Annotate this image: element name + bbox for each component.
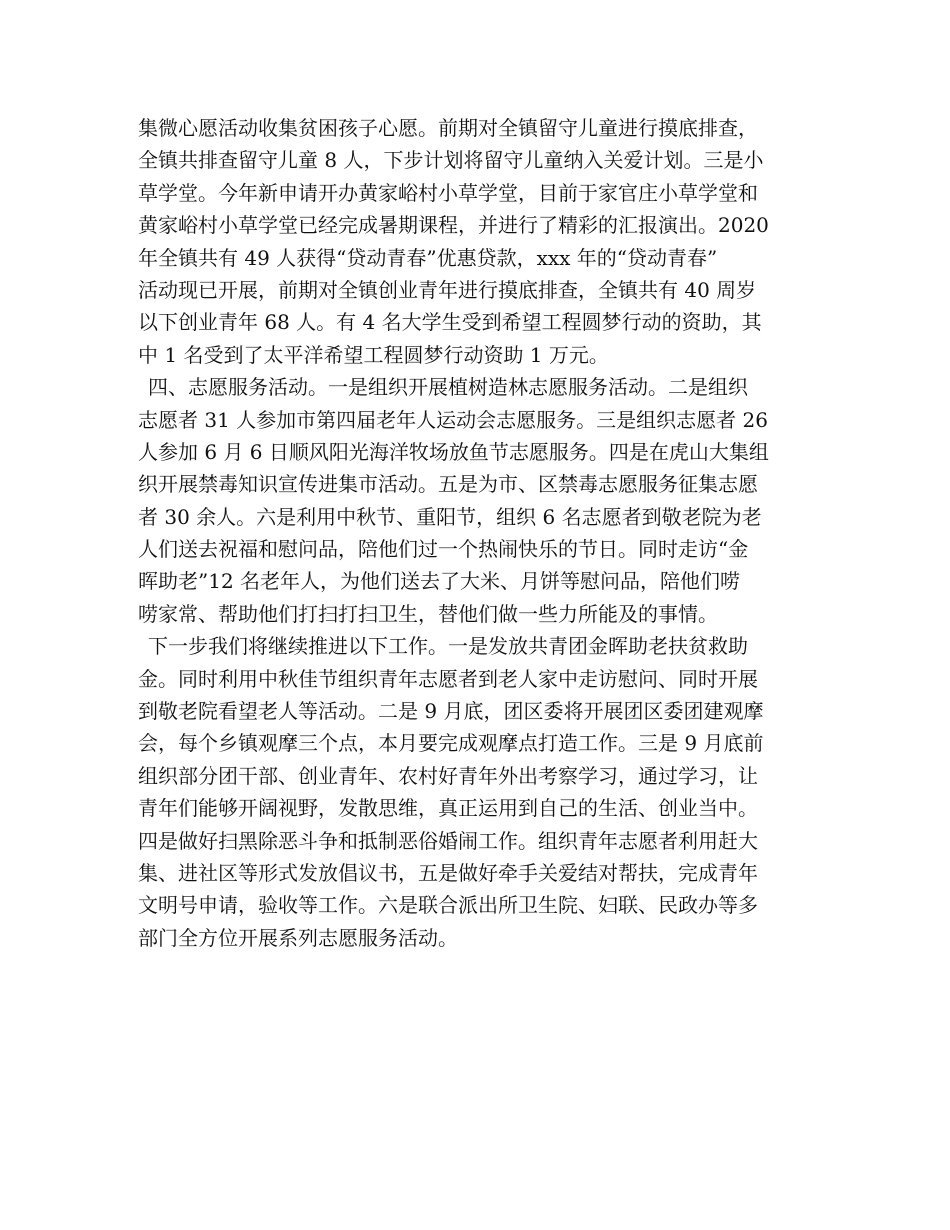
text-line-content: 下一步我们将继续推进以下工作。一是发放共青团金晖助老扶贫救助 xyxy=(148,634,748,659)
text-line: 唠家常、帮助他们打扫打扫卫生，替他们做一些力所能及的事情。 xyxy=(138,601,718,626)
text-line: 四是做好扫黑除恶斗争和抵制恶俗婚闹工作。组织青年志愿者利用赶大 xyxy=(138,828,758,853)
paragraph-next-steps xyxy=(138,630,818,954)
text-line-indented xyxy=(138,630,818,662)
text-line-content: 四、志愿服务活动。一是组织开展植树造林志愿服务活动。二是组织 xyxy=(148,375,748,400)
text-line: 黄家峪村小草学堂已经完成暑期课程，并进行了精彩的汇报演出。2020 xyxy=(138,213,769,238)
paragraph-volunteer-service xyxy=(138,371,818,630)
text-line: 以下创业青年 68 人。有 4 名大学生受到希望工程圆梦行动的资助，其 xyxy=(138,310,762,335)
text-line: 活动现已开展，前期对全镇创业青年进行摸底排查，全镇共有 40 周岁 xyxy=(138,277,757,302)
text-line: 集、进社区等形式发放倡议书，五是做好牵手关爱结对帮扶，完成青年 xyxy=(138,860,758,885)
text-line: 文明号申请，验收等工作。六是联合派出所卫生院、妇联、民政办等多 xyxy=(138,893,758,918)
text-line: 人们送去祝福和慰问品，陪他们过一个热闹快乐的节日。同时走访“金 xyxy=(138,537,749,562)
text-line: 者 30 余人。六是利用中秋节、重阳节，组织 6 名志愿者到敬老院为老 xyxy=(138,504,762,529)
paragraph-student-aid xyxy=(138,112,818,371)
text-line: 晖助老”12 名老年人，为他们送去了大米、月饼等慰问品，陪他们唠 xyxy=(138,569,741,594)
text-line: 青年们能够开阔视野，发散思维，真正运用到自己的生活、创业当中。 xyxy=(138,796,758,821)
text-line: 全镇共排查留守儿童 8 人，下步计划将留守儿童纳入关爱计划。三是小 xyxy=(138,148,764,173)
text-line: 中 1 名受到了太平洋希望工程圆梦行动资助 1 万元。 xyxy=(138,342,609,367)
text-line: 部门全方位开展系列志愿服务活动。 xyxy=(138,925,458,950)
text-line: 志愿者 31 人参加市第四届老年人运动会志愿服务。三是组织志愿者 26 xyxy=(138,407,768,432)
text-line: 年全镇共有 49 人获得“贷动青春”优惠贷款，xxx 年的“贷动青春” xyxy=(138,245,718,270)
text-line: 会，每个乡镇观摩三个点，本月要完成观摩点打造工作。三是 9 月底前 xyxy=(138,731,764,756)
text-line-indented xyxy=(138,371,818,403)
text-line: 织开展禁毒知识宣传进集市活动。五是为市、区禁毒志愿服务征集志愿 xyxy=(138,472,758,497)
text-line: 人参加 6 月 6 日顺风阳光海洋牧场放鱼节志愿服务。四是在虎山大集组 xyxy=(138,439,769,464)
text-line: 草学堂。今年新申请开办黄家峪村小草学堂，目前于家官庄小草学堂和 xyxy=(138,180,758,205)
text-line: 到敬老院看望老人等活动。二是 9 月底，团区委将开展团区委团建观摩 xyxy=(138,699,764,724)
text-line: 组织部分团干部、创业青年、农村好青年外出考察学习，通过学习，让 xyxy=(138,763,758,788)
text-line: 金。同时利用中秋佳节组织青年志愿者到老人家中走访慰问、同时开展 xyxy=(138,666,758,691)
document-body xyxy=(138,112,818,954)
text-line: 集微心愿活动收集贫困孩子心愿。前期对全镇留守儿童进行摸底排查， xyxy=(138,116,758,140)
